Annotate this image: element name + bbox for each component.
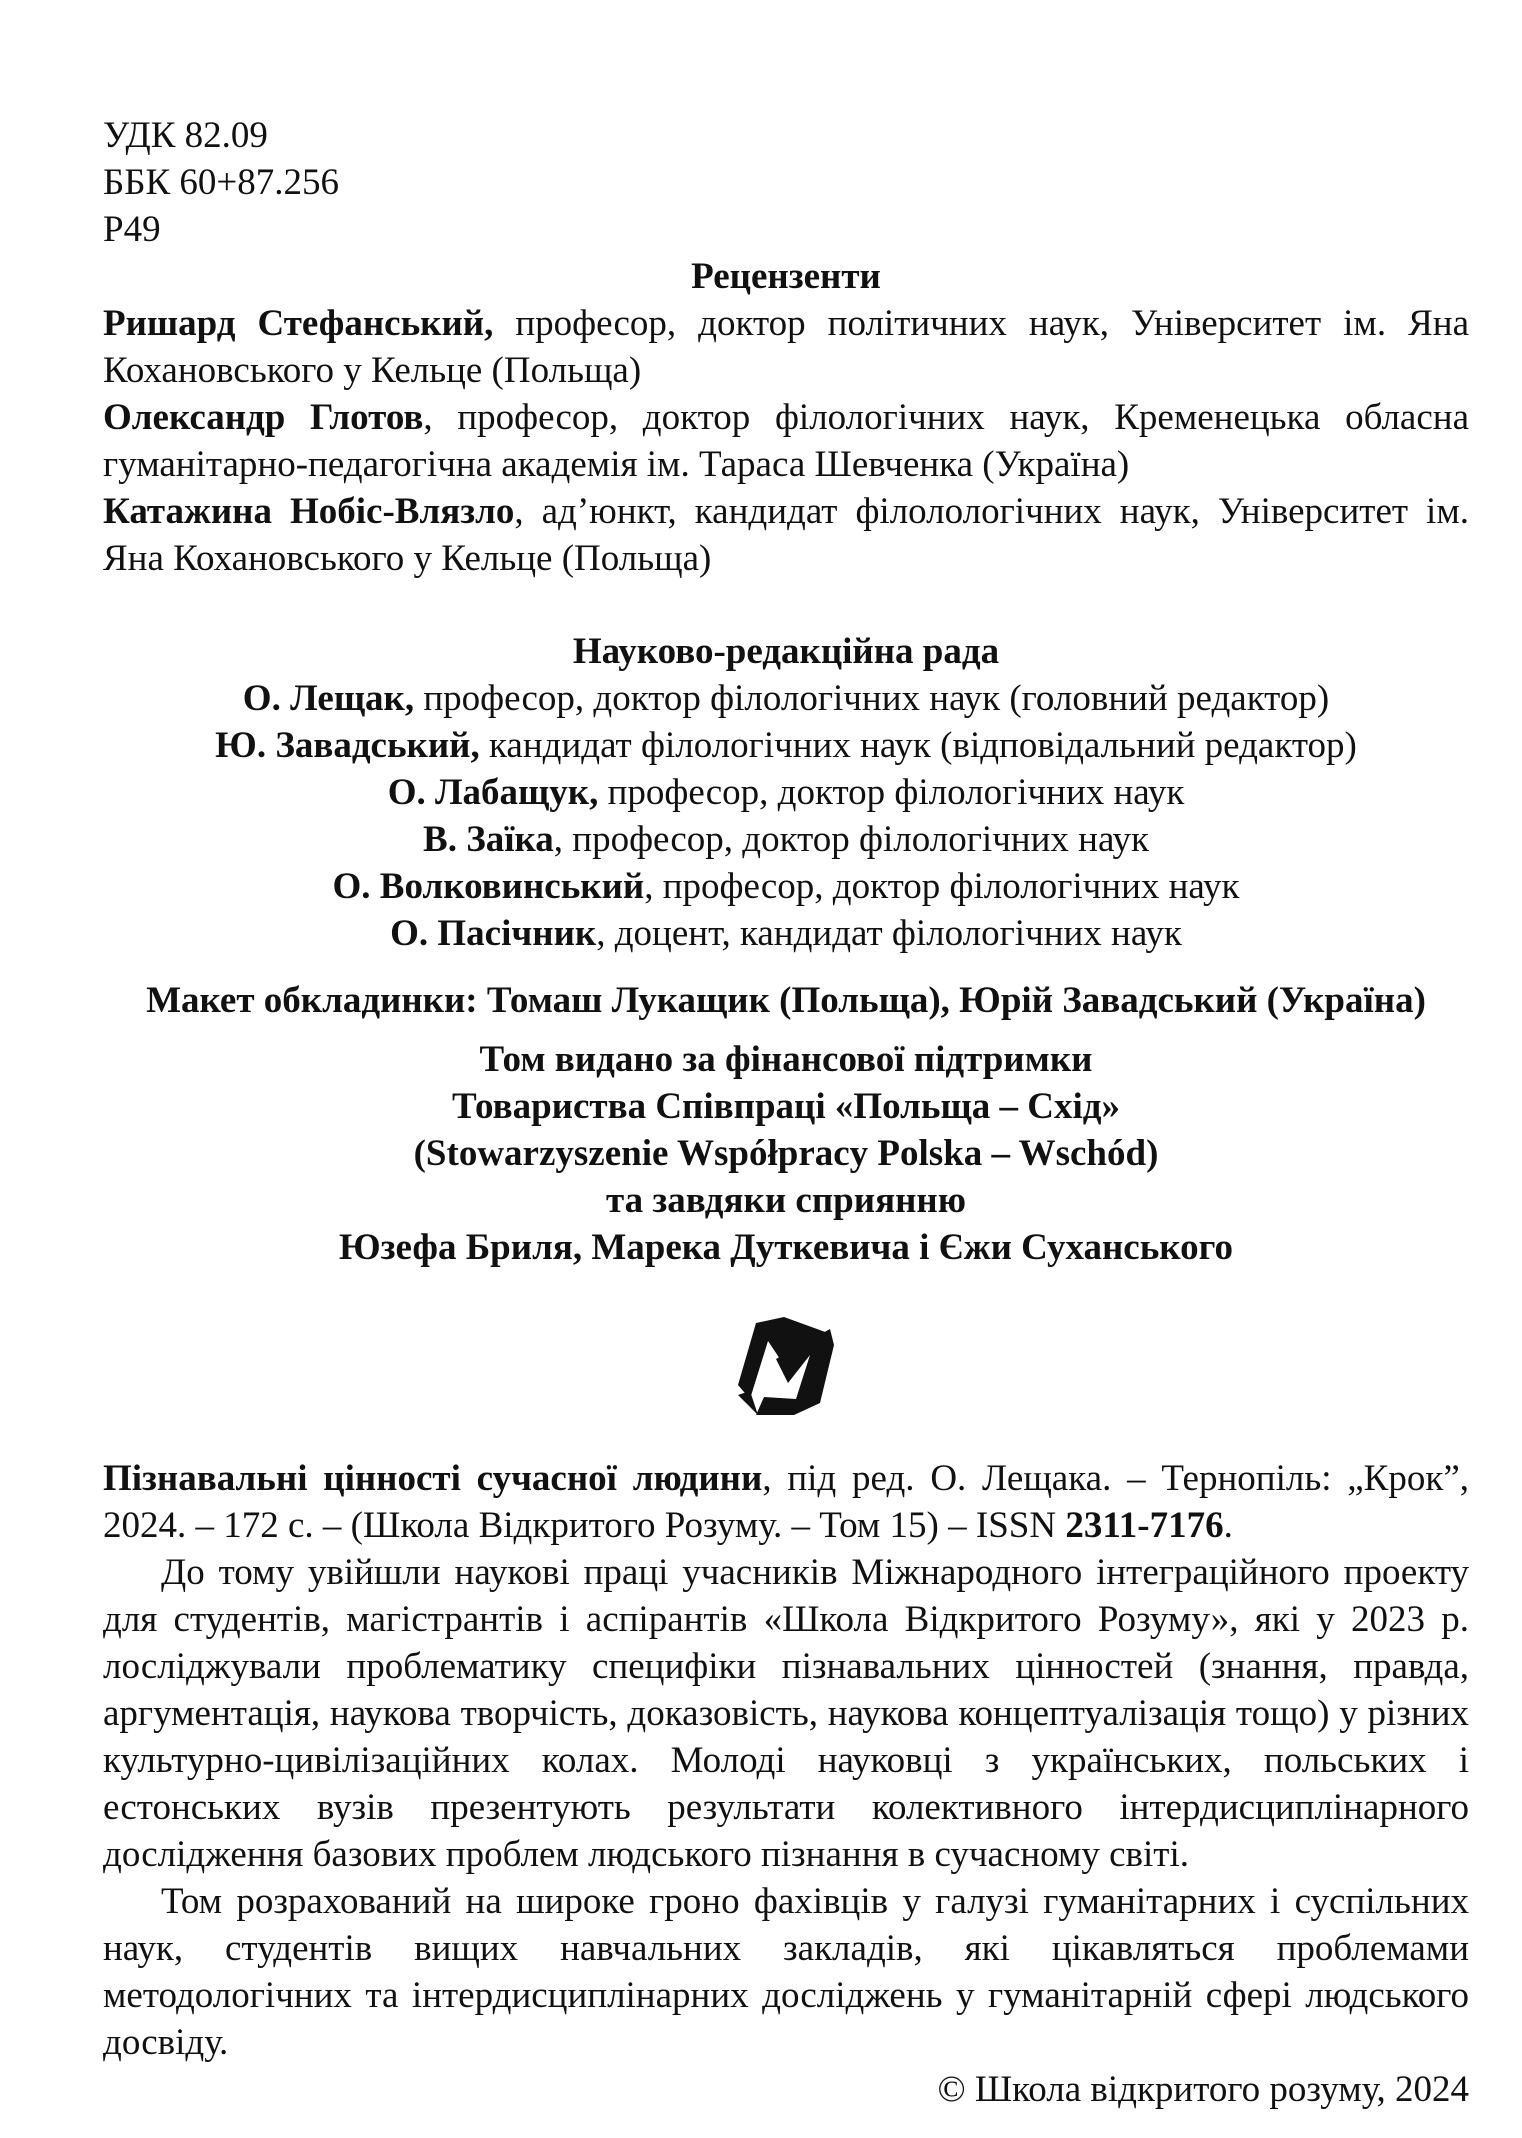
- board-member: [103, 910, 1469, 957]
- citation-details: , під ред. О. Лещака. – Тернопіль: „Крок”, 2024. – 172 с. – (Школа Відкритого Розуму. – Том 15) – ISSN: [103, 1458, 1470, 1546]
- board-member-name: О. Лабащук,: [387, 772, 599, 813]
- bibliographic-citation: [103, 1455, 1469, 1549]
- udk-code: УДК 82.09: [103, 115, 268, 156]
- funding-line: та завдяки сприянню: [606, 1180, 966, 1221]
- copyright-line: © Школа відкритого розуму, 2024: [937, 2069, 1469, 2110]
- board-member-name: О. Волковинський: [332, 866, 645, 907]
- board-member: [103, 675, 1469, 722]
- board-member-details: професор, доктор філологічних наук (головний редактор): [414, 678, 1330, 719]
- board-heading: Науково-редакційна рада: [572, 631, 1000, 672]
- reviewer-details: , ад’юнкт, кандидат філолологічних наук, Університет ім. Яна Кохановського у Кельце (Польща): [103, 491, 1469, 579]
- logo-container: [103, 1311, 1469, 1421]
- reviewer-name: Ришард Стефанський,: [103, 303, 494, 344]
- reviewer-name: Олександр Глотов: [103, 397, 424, 438]
- funding-line: Товариства Співпраці «Польща – Схід»: [452, 1086, 1120, 1127]
- section-gap: [103, 582, 1469, 628]
- reviewer-entry: [103, 394, 1469, 488]
- reviewers-list: [103, 300, 1469, 582]
- citation-end: .: [1223, 1505, 1233, 1546]
- funding-line: Юзефа Бриля, Марека Дуткевича і Єжи Суханського: [338, 1227, 1234, 1268]
- classification-codes: [103, 112, 1469, 253]
- annotation-paragraph: До тому увійшли наукові праці учасників Міжнародного інтеграційного проекту для студентів, магістрантів і аспірантів «Школа Відкритого Розуму», які у 2023 р. лосліджували проблематику специфіки пізнавальних цінностей (знання, правда, аргументація, наукова творчість, доказовість, наукова концептуалізація тощо) у різних культурно-цивілізаційних колах. Молоді науковці з українських, польських і естонських вузів презентують результати колективного інтердисциплінарного дослідження базових проблем людського пізнання в сучасному світі.: [103, 1552, 1469, 1875]
- reviewer-name: Катажина Нобіс-Влязло: [103, 491, 515, 532]
- board-member: [103, 769, 1469, 816]
- funding-line: Том видано за фінансової підтримки: [479, 1039, 1093, 1080]
- reviewer-details: , професор, доктор філологічних наук, Кременецька обласна гуманітарно-педагогічна академія ім. Тараса Шевченка (Україна): [103, 397, 1469, 485]
- imprint-page: [103, 112, 1469, 2113]
- reviewers-heading: Рецензенти: [691, 256, 881, 297]
- annotation-paragraph: Том розрахований на широке гроно фахівців у галузі гуманітарних і суспільних наук, студентів вищих навчальних закладів, які цікавляться проблемами методологічних та інтердисциплінарних досліджень у гуманітарній сфері людського досвіду.: [103, 1881, 1469, 2063]
- board-member: [103, 863, 1469, 910]
- board-member-name: О. Пасічник: [390, 913, 597, 954]
- author-sign: Р49: [103, 209, 161, 250]
- board-member-details: , професор, доктор філологічних наук: [644, 866, 1240, 907]
- funding-line: (Stowarzyszenie Współpracy Polska – Wschód): [413, 1133, 1159, 1174]
- board-member-details: , доцент, кандидат філологічних наук: [596, 913, 1182, 954]
- issn-number: 2311-7176: [1065, 1505, 1224, 1546]
- cover-layout-credit: Макет обкладинки: Томаш Лукащик (Польща), Юрій Завадський (Україна): [146, 980, 1426, 1021]
- book-title: Пізнавальні цінності сучасної людини: [103, 1458, 763, 1499]
- editorial-board-list: [103, 675, 1469, 957]
- board-member-name: В. Заїка: [423, 819, 554, 860]
- reviewer-details: професор, доктор політичних наук, Університет ім. Яна Кохановського у Кельце (Польща): [103, 303, 1469, 391]
- board-member: [103, 722, 1469, 769]
- bbk-code: ББК 60+87.256: [103, 162, 340, 203]
- board-member-details: кандидат філологічних наук (відповідальний редактор): [479, 725, 1357, 766]
- board-member-name: О. Лещак,: [242, 678, 415, 719]
- reviewer-entry: [103, 300, 1469, 394]
- annotation: [103, 1549, 1469, 2066]
- board-member: [103, 816, 1469, 863]
- board-member-details: професор, доктор філологічних наук: [598, 772, 1185, 813]
- funding-note: [103, 1036, 1469, 1271]
- board-member-name: Ю. Завадський,: [215, 725, 480, 766]
- reviewer-entry: [103, 488, 1469, 582]
- board-member-details: , професор, доктор філологічних наук: [553, 819, 1149, 860]
- publisher-logo-icon: [736, 1311, 836, 1421]
